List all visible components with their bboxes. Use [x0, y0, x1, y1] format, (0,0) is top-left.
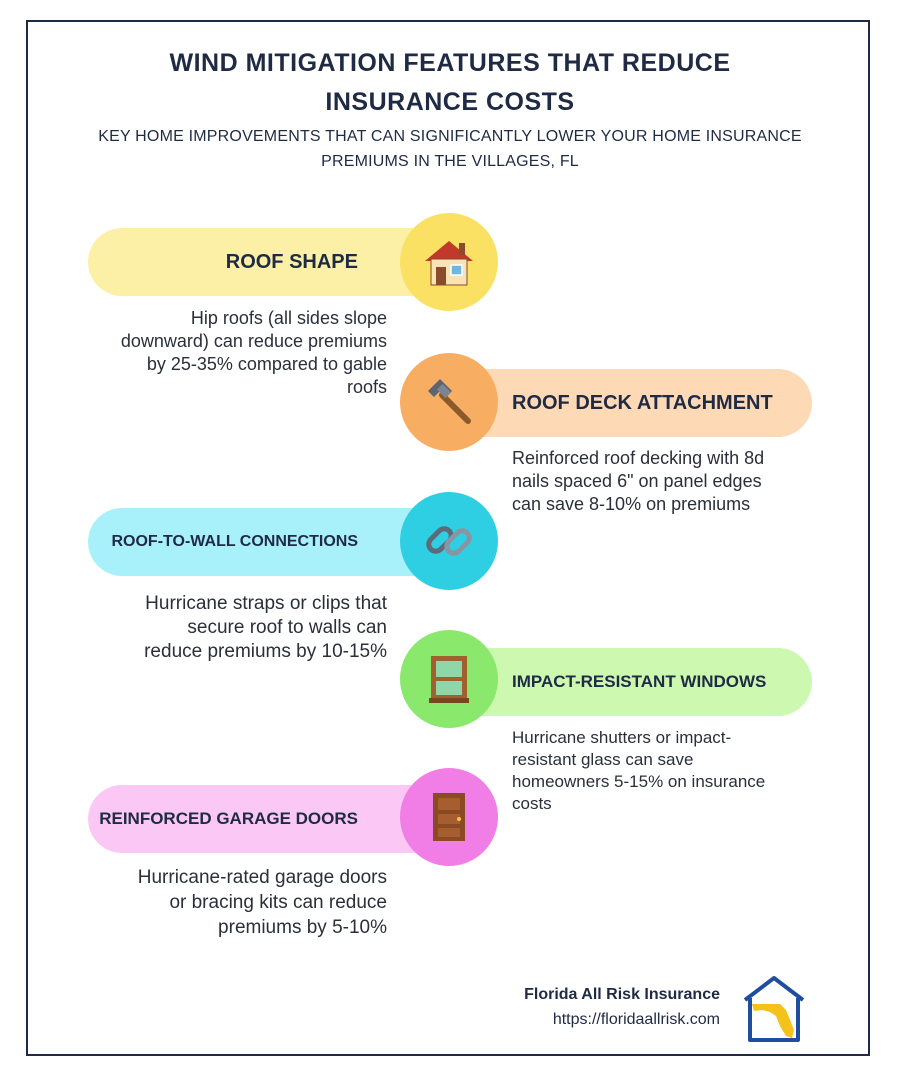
feature-circle-roof-to-wall-connections [400, 492, 498, 590]
feature-circle-roof-deck-attachment [400, 353, 498, 451]
subtitle-line-2: PREMIUMS IN THE VILLAGES, FL [321, 153, 579, 170]
company-url[interactable]: https://floridaallrisk.com [552, 1011, 720, 1028]
feature-desc-roof-deck-attachment [512, 447, 812, 516]
desc-line: secure roof to walls can [187, 617, 387, 638]
desc-line: homeowners 5-15% on insurance [512, 772, 766, 791]
title-line-2: INSURANCE COSTS [325, 88, 575, 116]
desc-line: by 25-35% compared to gable [146, 354, 387, 374]
feature-desc-reinforced-garage-doors [87, 865, 387, 940]
desc-line: resistant glass can save [512, 750, 694, 769]
feature-desc-roof-to-wall-connections [87, 592, 387, 664]
feature-label: IMPACT-RESISTANT WINDOWS [512, 672, 767, 691]
feature-circle-impact-resistant-windows [400, 630, 498, 728]
desc-line: or bracing kits can reduce [169, 892, 387, 913]
desc-line: nails spaced 6" on panel edges [512, 471, 762, 491]
hammer-icon [424, 377, 474, 427]
feature-desc-roof-shape [87, 307, 387, 399]
desc-line: premiums by 5-10% [218, 917, 387, 938]
chain-link-icon [423, 515, 475, 567]
subtitle-line-1: KEY HOME IMPROVEMENTS THAT CAN SIGNIFICANTLY LOWER YOUR HOME INSURANCE [98, 128, 802, 145]
desc-line: Hurricane shutters or impact- [512, 728, 732, 747]
feature-pill-roof-shape [88, 228, 428, 296]
feature-label: ROOF-TO-WALL CONNECTIONS [111, 533, 358, 550]
company-name: Florida All Risk Insurance [524, 986, 720, 1003]
feature-label: ROOF SHAPE [225, 250, 358, 273]
desc-line: Hurricane-rated garage doors [137, 867, 387, 888]
desc-line: can save 8-10% on premiums [512, 494, 751, 514]
florida-house-logo-icon [740, 974, 808, 1044]
house-icon [423, 237, 475, 287]
feature-pill-reinforced-garage-doors [88, 785, 428, 853]
desc-line: roofs [346, 377, 387, 397]
feature-label: ROOF DECK ATTACHMENT [512, 391, 773, 414]
desc-line: Hip roofs (all sides slope [190, 308, 387, 328]
title-line-1: WIND MITIGATION FEATURES THAT REDUCE [169, 49, 731, 77]
window-icon [429, 654, 469, 704]
door-icon [431, 791, 467, 843]
feature-circle-roof-shape [400, 213, 498, 311]
feature-label: REINFORCED GARAGE DOORS [99, 809, 358, 828]
page-title [0, 44, 900, 122]
desc-line: costs [512, 794, 552, 813]
desc-line: downward) can reduce premiums [120, 331, 387, 351]
feature-desc-impact-resistant-windows [512, 727, 812, 815]
feature-pill-roof-to-wall-connections [88, 508, 428, 576]
page-subtitle [70, 124, 830, 174]
desc-line: reduce premiums by 10-15% [144, 641, 387, 662]
feature-circle-reinforced-garage-doors [400, 768, 498, 866]
desc-line: Hurricane straps or clips that [145, 593, 387, 614]
desc-line: Reinforced roof decking with 8d [512, 448, 765, 468]
